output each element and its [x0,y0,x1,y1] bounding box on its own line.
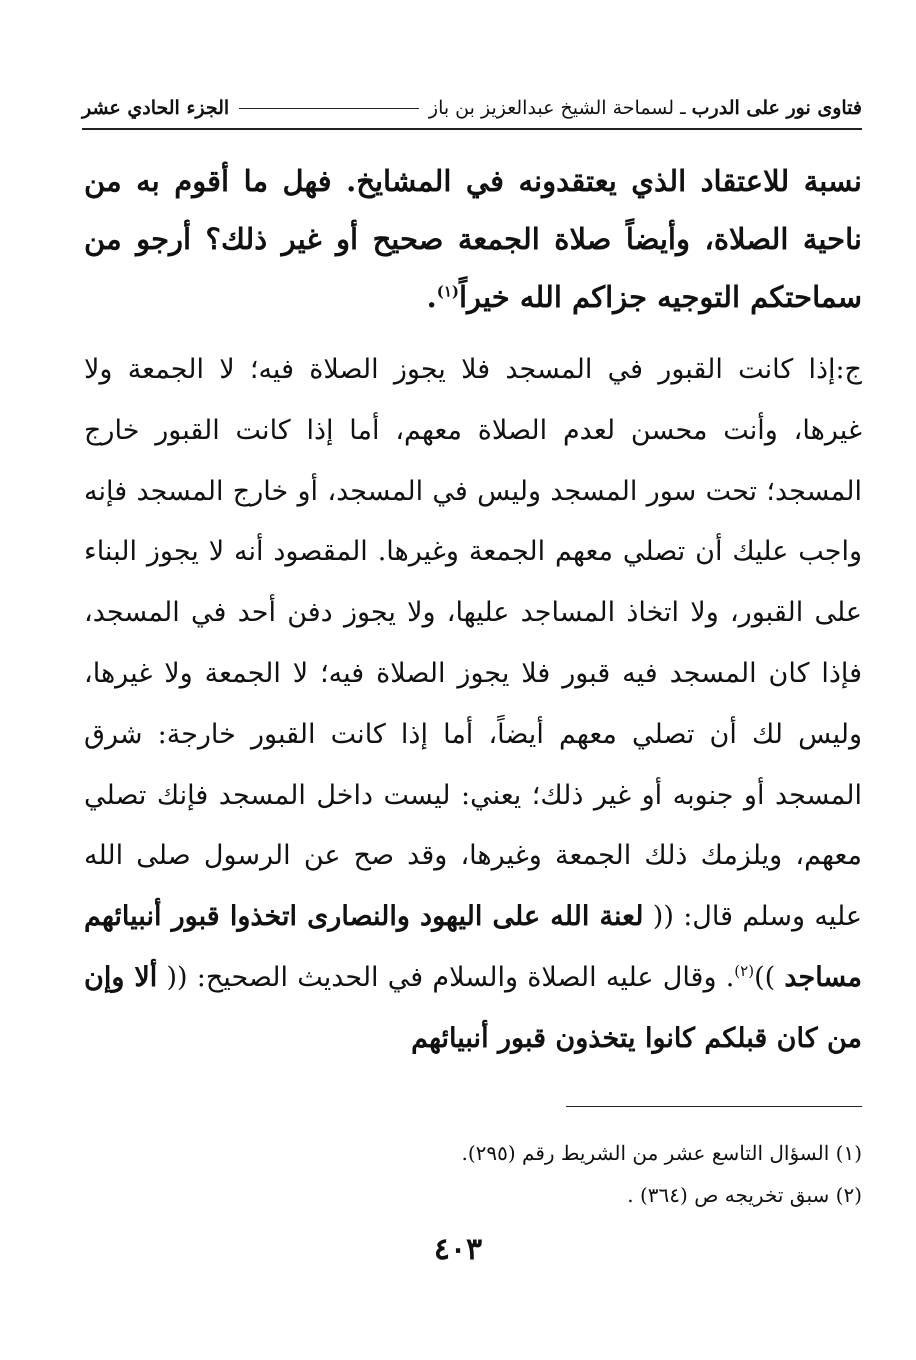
answer-text-2: . وقال عليه الصلاة والسلام في الحديث الصحيح: (( [166,961,735,993]
book-title: فتاوى نور على الدرب [691,97,862,119]
footnote-marker-1: (١) [436,282,459,301]
hadith-quote-1: لعنة الله على اليهود والنصارى اتخذوا قبور أنبيائهم مساجد [84,901,862,993]
footnote-divider [566,1106,862,1107]
footnote-1: (١) السؤال التاسع عشر من الشريط رقم (٢٩٥). [461,1141,862,1165]
quote-close-1: )) [754,961,776,993]
hadith-quote-2: ألا وإن من كان قبلكم كانوا يتخذون قبور أنبيائهم [84,961,862,1054]
footnotes [300,1132,862,1216]
book-author: ـ لسماحة الشيخ عبدالعزيز بن باز [428,97,686,119]
answer-text-1: ج:إذا كانت القبور في المسجد فلا يجوز الصلاة فيه؛ لا الجمعة ولا غيرها، وأنت محسن لعدم الصلاة معهم، أما إذا كانت القبور خارج المسجد؛ تحت سور المسجد وليس في المسجد، أو خارج المسجد فإنه واجب عليك أن تصلي معهم الجمعة وغيرها. المقصود أنه لا يجوز البناء على القبور، ولا اتخاذ المساجد عليها، ولا يجوز دفن أحد في المسجد، فإذا كان المسجد فيه قبور فلا يجوز الصلاة فيه؛ لا الجمعة ولا غيرها، وليس لك أن تصلي معهم أيضاً، أما إذا كانت القبور خارجة: شرق المسجد أو جنوبه أو غير ذلك؛ يعني: ليست داخل المسجد فإنك تصلي معهم، ويلزمك ذلك الجمعة وغيرها، وقد صح عن الرسول صلى الله عليه وسلم قال: (( [84,354,863,933]
running-header [82,88,862,130]
page-number: ٤٠٣ [433,1232,483,1267]
question-end: . [426,280,437,314]
volume-label: الجزء الحادي عشر [82,97,230,119]
question-text: نسبة للاعتقاد الذي يعتقدونه في المشايخ. فهل ما أقوم به من ناحية الصلاة، وأيضاً صلاة الجمعة صحيح أو غير ذلك؟ أرجو من سماحتكم التوجيه جزاكم الله خيراً [84,164,862,314]
header-divider [239,108,419,109]
question-paragraph [84,152,862,326]
footnote-2: (٢) سبق تخريجه ص (٣٦٤) . [627,1183,862,1207]
answer-paragraph [84,340,862,1070]
footnote-marker-2: (٢) [734,961,755,980]
